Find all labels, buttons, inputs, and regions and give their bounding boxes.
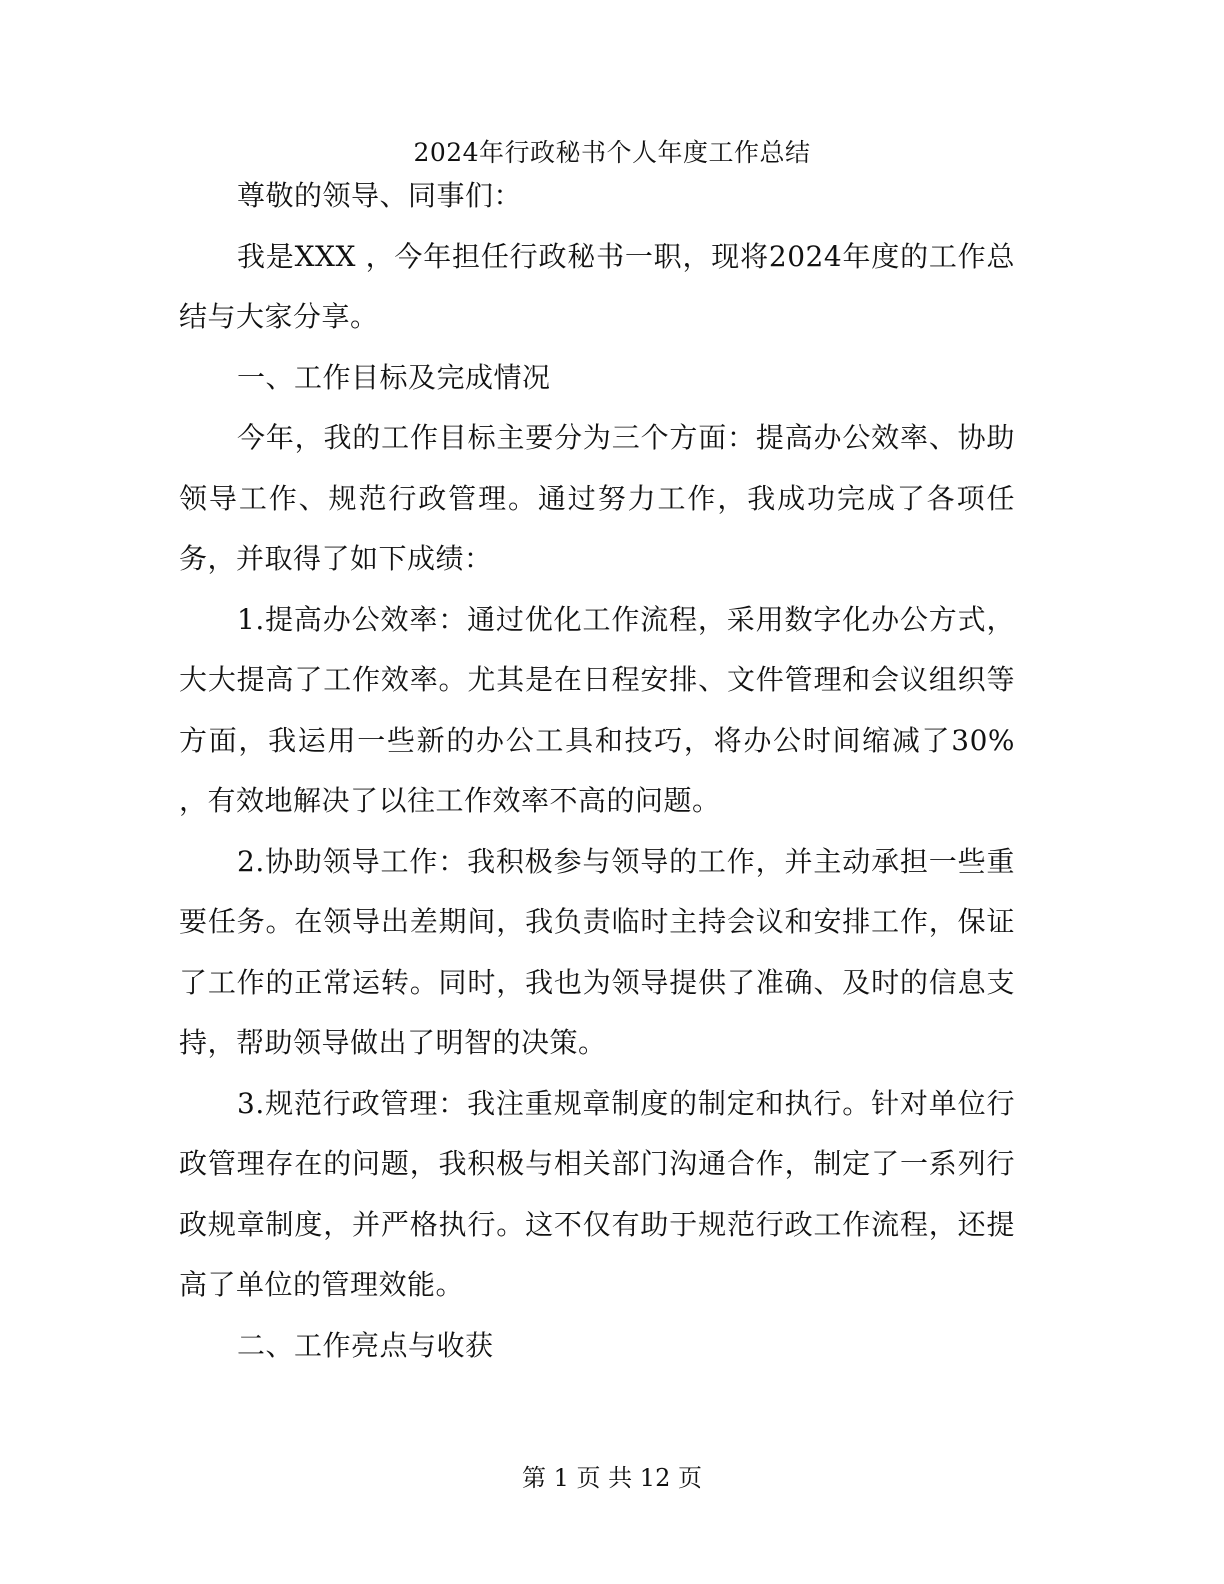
page-number-footer: 第 1 页 共 12 页 xyxy=(522,1464,702,1492)
paragraph-salutation: 尊敬的领导、同事们： xyxy=(237,179,523,212)
document-title: 2024年行政秘书个人年度工作总结 xyxy=(413,138,811,167)
section-heading-1: 一、工作目标及完成情况 xyxy=(237,360,551,394)
paragraph-intro: 我是XXX ，今年担任行政秘书一职，现将2024年度的工作总结与大家分享。 xyxy=(179,239,1015,333)
section-heading-2: 二、工作亮点与收获 xyxy=(237,1328,494,1362)
paragraph-item-2: 2.协助领导工作：我积极参与领导的工作，并主动承担一些重要任务。在领导出差期间，我负责临时主持会议和安排工作，保证了工作的正常运转。同时，我也为领导提供了准确、及时的信息支持，帮助领导做出了明智的决策。 xyxy=(179,844,1015,1059)
paragraph-goals: 今年，我的工作目标主要分为三个方面：提高办公效率、协助领导工作、规范行政管理。通过努力工作，我成功完成了各项任务，并取得了如下成绩： xyxy=(179,421,1015,575)
document-body xyxy=(179,166,1015,1376)
paragraph-item-1: 1.提高办公效率：通过优化工作流程，采用数字化办公方式，大大提高了工作效率。尤其是在日程安排、文件管理和会议组织等方面，我运用一些新的办公工具和技巧，将办公时间缩减了30% ，有效地解决了以往工作效率不高的问题。 xyxy=(179,602,1015,817)
paragraph-item-3: 3.规范行政管理：我注重规章制度的制定和执行。针对单位行政管理存在的问题，我积极与相关部门沟通合作，制定了一系列行政规章制度，并严格执行。这不仅有助于规范行政工作流程，还提高了单位的管理效能。 xyxy=(179,1086,1015,1301)
